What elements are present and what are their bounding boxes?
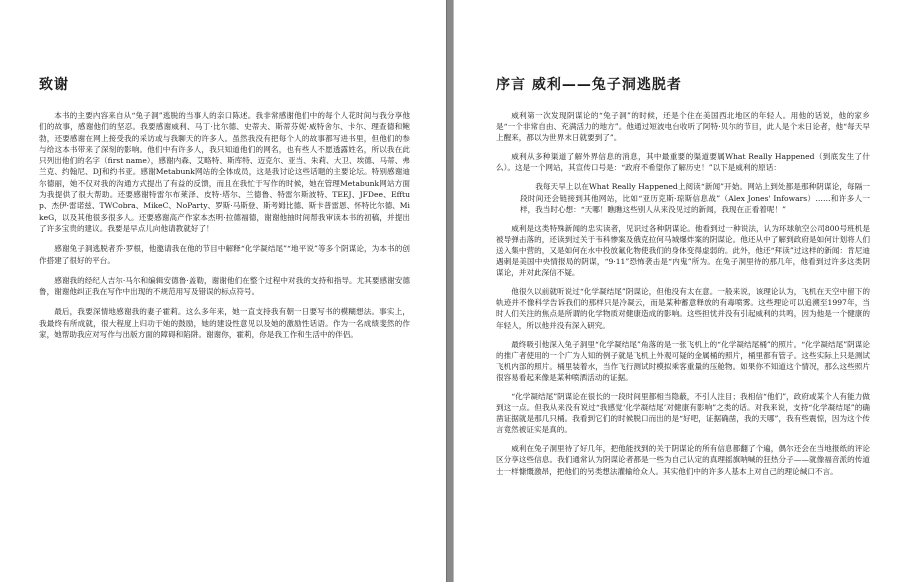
right-paragraph: 威利从多种渠道了解外界信息的消息，其中最重要的渠道要属What Really Happened（到底发生了什么）。这是一个网站，其宣传口号是：“政府不希望你了解历史！”以下是威利的原话： xyxy=(496,152,870,173)
acknowledgements-title: 致谢 xyxy=(39,77,69,93)
right-paragraph: 威利是这类特殊新闻的忠实读者，见识过各种阴谋论。他看到过一种说法，认为环球航空公司800号班机是被导弹击落的，还读到过关于韦科惨案及俄克拉何马城爆炸案的阴谋论。他还从中了解到政府是如何计划将人们送入集中营的，又是如何在水中投放氟化物使我们的身体变得虚弱的。此外，他还“拜读”过这样的新闻：肯尼迪遇刺是美国中央情报局的阴谋，“9·11”恐怖袭击是“内鬼”所为。在兔子洞里待的那几年，他看到过许多这类阴谋论，并对此深信不疑。 xyxy=(496,223,870,278)
page-divider[interactable] xyxy=(446,0,454,582)
block-quote: 我每天早上以在What Really Happened上阅读“新闻”开始。网站上到处都是那种阴谋论，每隔一段时间还会链接到其他网站，比如“亚历克斯·琼斯信息战”（Alex Jones' Infowars）……和许多人一样，我当时心想：“天哪！瞧瞧这些别人从来没见过的新闻，我现在正看着呢！” xyxy=(520,182,870,214)
left-page xyxy=(0,0,446,582)
right-paragraph: 威利第一次发现阴谋论的“兔子洞”的时候，还是个住在美国西北地区的年轻人。用他的话说，他的家乡是“一个非常自由、充满活力的地方”。他通过短波电台收听了阿特·贝尔的节目，此人是个未日论者，他“每天早上醒来，都以为世界末日就要到了”。 xyxy=(496,111,870,143)
right-page xyxy=(454,0,900,582)
right-paragraph: 最终吸引他深入兔子洞里“化学凝结尾”角落的是一张飞机上的“化学凝结尾桶”的照片。“化学凝结尾”阴谋论的推广者使用的一个广为人知的例子就是飞机上外观可疑的金属桶的照片，桶里都有管子。这些实际上只是测试飞机内部的照片。桶里装着水，当作飞行测试时模拟乘客重量的压舱物。如果你不知道这个情况，那么这些照片很容易看起来像是某种喷洒活动的证据。 xyxy=(496,339,870,382)
left-paragraph: 本书的主要内容来自从“兔子洞”逃脱的当事人的亲口陈述。我非常感谢他们中的每个人花时间与我分享他们的故事，感谢他们的坚忍。我要感谢威利、马丁·比尔德、史蒂夫、斯蒂芬妮·威特舍尔、卡尔、理查德和鲍勃，还要感谢在网上接受我的采访或与我聊天的许多人。虽然我没有把每个人的故事都写进书里，但他们的参与给这本书带来了深刻的影响。他们中有许多人，我只知道他们的网名，也有些人不愿透露姓名，所以我在此只列出他们的名字（first name），感谢内森、艾略特、斯库特、迈克尔、亚当、朱莉、大卫、埃德、马蒂、弗兰克、约翰尼、DJ和约书亚。感谢Metabunk网站的全体成员，这是我讨论这些话题的主要论坛。特别感谢迪尔德丽，她不仅对我的沟通方式提出了有益的反馈，而且在我忙于写作的时候，她在管理Metabunk网站方面为我提供了很大帮助。还要感谢特雷尔布莱泽、皮特·塔尔、兰德鲁、特雷尔斯波特、TEEJ、JFDee、Efftup、杰伊·雷诺兹、TWCobra、MikeC、NoParty、罗斯·马斯登、斯考姆比德、斯卡普雷恩、怀特比尔德、MikeG，以及其他很多很多人。还要感谢高产作家本杰明·拉德福德，谢谢他抽时间帮我审读本书的初稿，并提出了许多宝贵的建议。我要是早点儿向他请教就好了！ xyxy=(39,111,410,233)
right-paragraph: “化学凝结尾”阴谋论在很长的一段时间里都相当隐蔽，不引人注目；我相信“他们”，政府或某个人有能力做到这一点。但我从来没有说过“我感觉‘化学凝结尾’对健康有影响”之类的话。对我来说，支持“化学凝结尾”的确凿证据就是那几只桶。我看到它们的时候脱口而出的是“好吧，证据确凿，我的天哪”，我有些震惊，因为这个传言竟然被证实是真的。 xyxy=(496,391,870,435)
left-paragraph: 感谢我的经纪人吉尔·马尔和编辑安德鲁·盖勒，谢谢他们在整个过程中对我的支持和指导。尤其要感谢安德鲁，谢谢他纠正我在写作中出现的不规范用写及错误的标点符号。 xyxy=(39,275,410,297)
right-paragraph: 他很久以前就听说过“化学凝结尾”阴谋论，但他没有太在意。一般来说，该理论认为，飞机在天空中留下的轨迹并不像科学告诉我们的那样只是冷凝云，而是某种蓄意释放的有毒喷雾。这些理论可以追溯至1997年，当时人们关注的焦点是所谓的化学物质对健康造成的影响。这些担忧并没有引起威利的共鸣，因为他是一个健康的年轻人，所以他并没有深入研究。 xyxy=(496,287,870,330)
left-paragraph: 最后，我要深情地感谢我的妻子霍莉。这么多年来，她一直支持我有朝一日要写书的模糊想法。事实上，我最终有所成就，很大程度上归功于她的鼓励，她的建设性意见以及她的激励性话语。作为一名成绩斐然的作家，她帮助我应对写作与出版方面的障碍和陷阱。谢谢你，霍莉，你是我工作和生活中的伴侣。 xyxy=(39,307,410,340)
preface-title: 序言 威利——兔子洞逃脱者 xyxy=(496,77,682,93)
right-paragraph: 威利在兔子洞里待了好几年，把他能找到的关于阴谋论的所有信息都翻了个遍，偶尔还会在当地报纸的评论区分享这些信息。我们通常认为阴谋论者都是一些为自己认定的真理摇旗呐喊的狂热分子——就像福音派的传道士一样慷慨激昂，把他们的另类想法灌输给众人。其实他们中的许多人基本上对自己的理论缄口不言。 xyxy=(496,444,870,476)
left-paragraph: 感谢兔子洞逃脱者乔·罗根，他邀请我在他的节目中解释“化学凝结尾”“地平说”等多个阴谋论，为本书的创作搭建了很好的平台。 xyxy=(39,244,410,265)
